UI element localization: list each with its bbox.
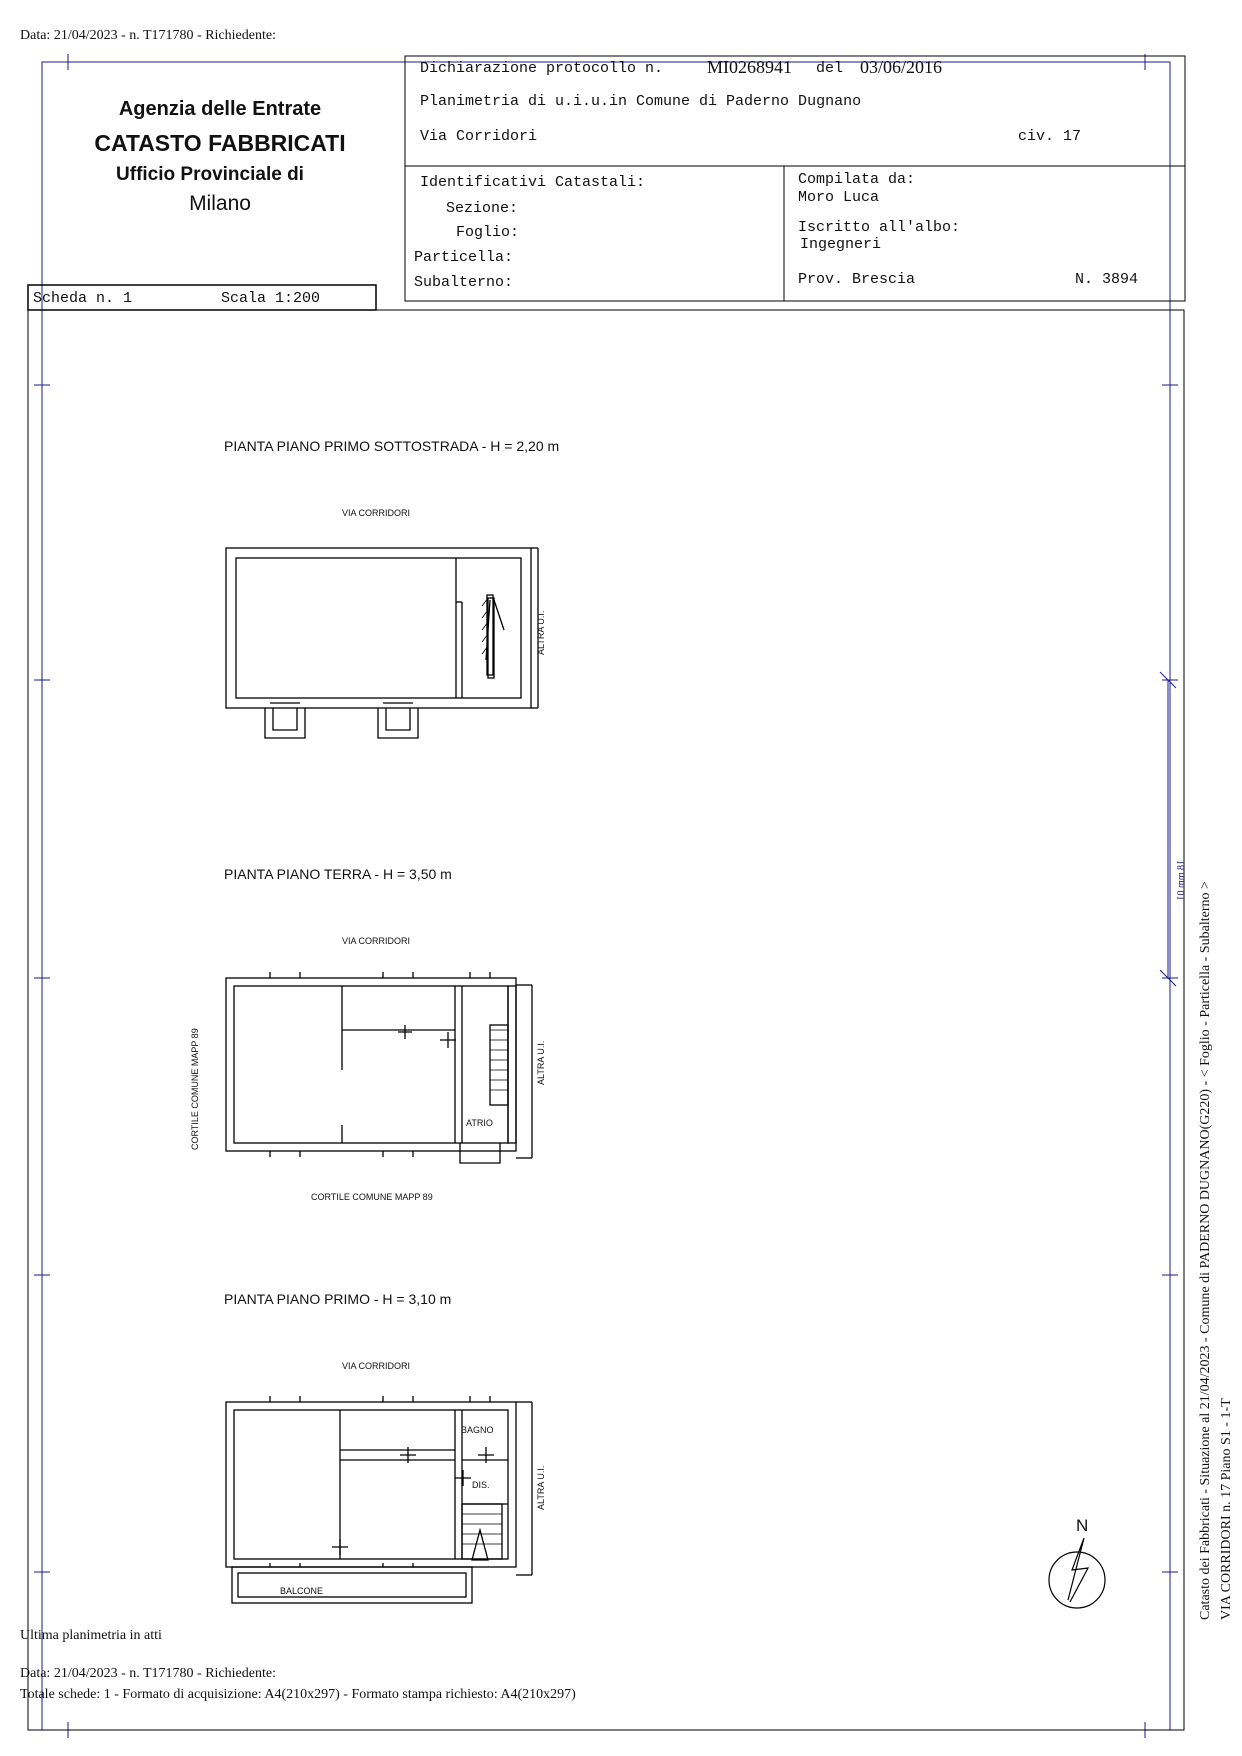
subalterno-label: Subalterno: [414,274,514,291]
declaration-number: MI0268941 [707,57,792,77]
side-stamp: 18 mm 01 [1176,860,1187,901]
street-label-terra: VIA CORRIDORI [342,936,411,946]
altra-ui-primo: ALTRA U.I. [536,1465,546,1510]
compilata-name: Moro Luca [798,189,880,206]
room-label-balcone: BALCONE [280,1586,324,1596]
iscritto-label: Iscritto all'albo: [798,219,961,236]
side-catasto-line: Catasto dei Fabbricati - Situazione al 21/04/2023 - Comune di PADERNO DUGNANO(G220) - < Foglio - Particella - Subalterno > [1198,881,1213,1620]
room-label-bagno: BAGNO [461,1425,494,1435]
plan-title-terra: PIANTA PIANO TERRA - H = 3,50 m [224,866,452,882]
scheda-number: Scheda n. 1 [33,290,133,307]
sezione-label: Sezione: [446,200,519,217]
street-label-sottostrada: VIA CORRIDORI [342,508,411,518]
footer-totale-line: Totale schede: 1 - Formato di acquisizione: A4(210x297) - Formato stampa richiesto: A4(210x297) [20,1687,576,1702]
room-label-atrio: ATRIO [466,1118,493,1128]
floor-plan-terra [226,972,532,1163]
civico: civ. 17 [1018,128,1082,145]
particella-label: Particella: [414,249,514,266]
ultima-planimetria: Ultima planimetria in atti [20,1628,162,1643]
floor-plan-sottostrada [226,548,538,738]
altra-ui-sottostrada: ALTRA U.I. [536,610,546,655]
room-label-dis: DIS. [472,1480,490,1490]
albo-number: N. 3894 [1075,271,1139,288]
ufficio-label: Ufficio Provinciale di [116,164,304,185]
foglio-label: Foglio: [456,224,520,241]
agency-name: Agenzia delle Entrate [118,98,322,120]
catasto-title: CATASTO FABBRICATI [94,130,346,156]
header-boxes [28,56,1185,1730]
compilata-label: Compilata da: [798,171,916,188]
identificativi-title: Identificativi Catastali: [420,174,646,191]
north-arrow-icon [1049,1538,1105,1608]
cortile-left-label: CORTILE COMUNE MAPP 89 [190,1028,200,1150]
declaration-del: del [816,60,844,77]
ufficio-city: Milano [189,192,251,215]
top-request-line: Data: 21/04/2023 - n. T171780 - Richiedente: [20,28,276,43]
side-address-line: VIA CORRIDORI n. 17 Piano S1 - 1-T [1219,1398,1234,1620]
plan-title-sottostrada: PIANTA PIANO PRIMO SOTTOSTRADA - H = 2,20 m [224,438,560,454]
footer-data-line: Data: 21/04/2023 - n. T171780 - Richiedente: [20,1666,276,1681]
declaration-date: 03/06/2016 [860,57,943,77]
cortile-bottom-label: CORTILE COMUNE MAPP 89 [311,1192,433,1202]
north-label: N [1076,1516,1089,1535]
outer-frame [34,54,1178,1738]
declaration-label: Dichiarazione protocollo n. [420,60,664,77]
albo-value: Ingegneri [800,236,882,253]
via-line: Via Corridori [420,128,538,145]
planimetria-line: Planimetria di u.i.u.in Comune di Paderno Dugnano [420,93,862,110]
altra-ui-terra: ALTRA U.I. [536,1040,546,1085]
plan-title-primo: PIANTA PIANO PRIMO - H = 3,10 m [224,1291,452,1307]
street-label-primo: VIA CORRIDORI [342,1361,411,1371]
scale-label: Scala 1:200 [221,290,321,307]
prov-value: Prov. Brescia [798,271,916,288]
